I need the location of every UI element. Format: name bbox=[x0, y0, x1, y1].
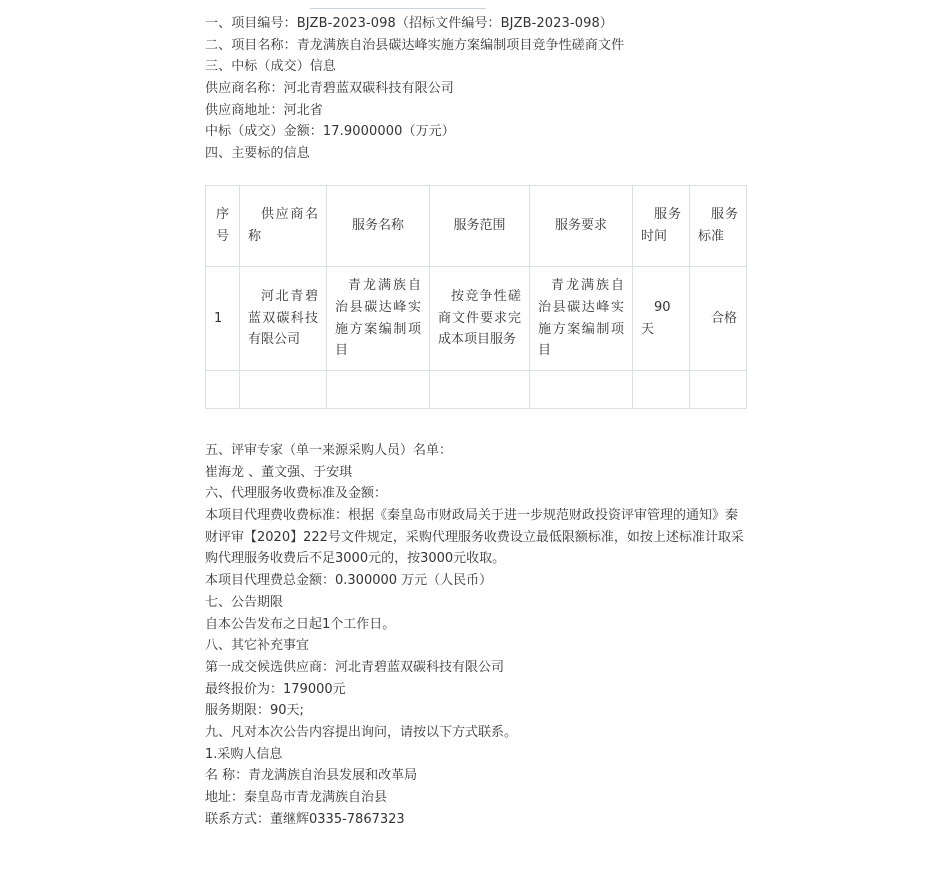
buyer-name: 名 称：青龙满族自治县发展和改革局 bbox=[205, 768, 418, 784]
empty-cell bbox=[690, 371, 747, 409]
header-cell-duration: 服务时间 bbox=[633, 186, 690, 267]
award-amount: 中标（成交）金额：17.9000000（万元） bbox=[205, 124, 455, 140]
supplier-address: 供应商地址：河北省 bbox=[205, 102, 323, 118]
award-info-heading: 三、中标（成交）信息 bbox=[205, 59, 337, 75]
fees-standard: 本项目代理费收费标准：根据《秦皇岛市财政局关于进一步规范财政投资评审管理的通知》秦财评审【2020】222号文件规定，采购代理服务收费设立最低限额标准，如按上述标准计取采购代理服务收费后不足3000元的，按3000元收取。 bbox=[205, 508, 744, 567]
empty-cell bbox=[240, 371, 327, 409]
cell-requirement: 青龙满族自治县碳达峰实施方案编制项目 bbox=[530, 267, 633, 371]
buyer-heading: 1.采购人信息 bbox=[205, 746, 283, 762]
header-cell-requirement: 服务要求 bbox=[530, 186, 633, 267]
table-header-row bbox=[206, 186, 747, 267]
supplier-name: 供应商名称：河北青碧蓝双碳科技有限公司 bbox=[205, 81, 454, 97]
empty-cell bbox=[430, 371, 530, 409]
main-items-table bbox=[205, 185, 747, 409]
final-price: 最终报价为：179000元 bbox=[205, 681, 346, 697]
other-heading: 八、其它补充事宜 bbox=[205, 638, 310, 654]
details-section bbox=[205, 440, 750, 830]
cell-scope: 按竞争性磋商文件要求完成本项目服务 bbox=[430, 267, 530, 371]
cell-service-name: 青龙满族自治县碳达峰实施方案编制项目 bbox=[327, 267, 430, 371]
project-number: 一、项目编号：BJZB-2023-098（招标文件编号：BJZB-2023-098） bbox=[205, 16, 613, 31]
service-period: 服务期限：90天; bbox=[205, 703, 304, 719]
experts-names: 崔海龙 、董文强、于安琪 bbox=[205, 464, 353, 480]
table-row bbox=[206, 267, 747, 371]
fees-total: 本项目代理费总金额：0.300000 万元（人民币） bbox=[205, 573, 493, 589]
header-cell-scope: 服务范围 bbox=[430, 186, 530, 267]
project-name: 二、项目名称：青龙满族自治县碳达峰实施方案编制项目竞争性磋商文件 bbox=[205, 37, 625, 53]
header-cell-no: 序号 bbox=[206, 186, 240, 267]
buyer-phone: 联系方式：董继辉0335-7867323 bbox=[205, 811, 405, 827]
top-divider bbox=[310, 8, 486, 9]
header-cell-supplier: 供应商名称 bbox=[240, 186, 327, 267]
empty-cell bbox=[327, 371, 430, 409]
cell-supplier: 河北青碧蓝双碳科技有限公司 bbox=[240, 267, 327, 371]
award-info-section bbox=[205, 13, 750, 165]
buyer-address: 地址：秦皇岛市青龙满族自治县 bbox=[205, 790, 388, 806]
header-cell-standard: 服务标准 bbox=[690, 186, 747, 267]
cell-no: 1 bbox=[206, 267, 240, 371]
empty-cell bbox=[633, 371, 690, 409]
cell-standard: 合格 bbox=[690, 267, 747, 371]
notice-text: 自本公告发布之日起1个工作日。 bbox=[205, 616, 396, 632]
header-cell-service-name: 服务名称 bbox=[327, 186, 430, 267]
notice-heading: 七、公告期限 bbox=[205, 594, 284, 610]
main-items-heading: 四、主要标的信息 bbox=[205, 146, 310, 162]
experts-heading: 五、评审专家（单一来源采购人员）名单： bbox=[205, 443, 453, 458]
empty-cell bbox=[206, 371, 240, 409]
table-row-empty bbox=[206, 371, 747, 409]
contact-heading: 九、凡对本次公告内容提出询问，请按以下方式联系。 bbox=[205, 724, 518, 740]
cell-duration: 90天 bbox=[633, 267, 690, 371]
fees-heading: 六、代理服务收费标准及金额： bbox=[205, 486, 388, 502]
empty-cell bbox=[530, 371, 633, 409]
candidate-supplier: 第一成交候选供应商：河北青碧蓝双碳科技有限公司 bbox=[205, 659, 505, 675]
